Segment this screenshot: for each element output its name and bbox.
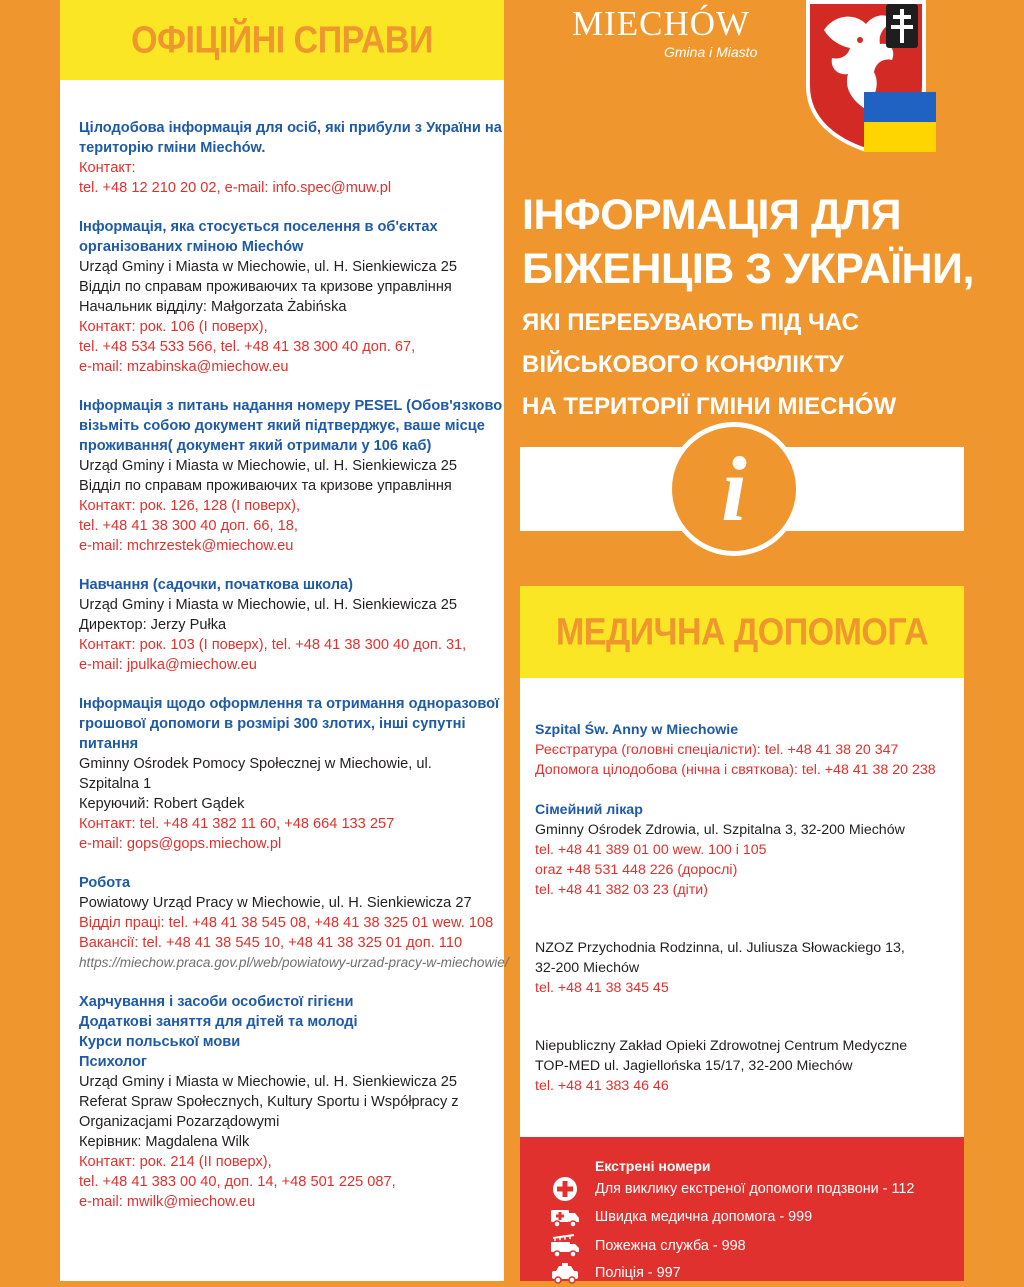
official-affairs-title: ОФІЦІЙНІ СПРАВИ [131,18,433,61]
official-title-line: Навчання (садочки, початкова школа) [79,577,353,593]
official-text-line: Директор: Jerzy Pułka [79,617,227,633]
official-title-line: Інформація з питань надання номеру PESEL (Обов'язково [79,398,503,414]
medical-help-header [520,586,964,678]
headline-line-3: ЯКІ ПЕРЕБУВАЮТЬ ПІД ЧАС [522,309,859,336]
official-block [79,575,504,675]
official-title-line: організованих гміною Miechów [79,239,304,255]
medical-text-line: 32-200 Miechów [535,960,640,976]
emergency-112-text: Для виклику екстреної допомоги подзвони - 112 [595,1181,915,1197]
official-title-line: Харчування і засоби особистої гігієни [79,994,354,1010]
official-title-line: питання [79,736,139,752]
miechow-logo [572,4,792,64]
medical-contact-line: tel. +48 41 383 46 46 [535,1078,669,1094]
coat-of-arms-icon [804,0,940,156]
official-contact-line: Контакт: рок. 214 (II поверх), [79,1154,272,1170]
emergency-999-text: Швидка медична допомога - 999 [595,1209,813,1225]
official-title-line: Робота [79,875,131,891]
official-block [79,118,504,198]
headline-line-4: ВІЙСЬКОВОГО КОНФЛІКТУ [522,351,844,378]
official-link-line[interactable]: https://miechow.praca.gov.pl/web/powiatowy-urzad-pracy-w-miechowie/ [79,955,509,970]
medical-block [535,800,964,900]
medical-contact-line: tel. +48 41 389 01 00 wew. 100 i 105 [535,842,767,858]
emergency-row-112 [550,1175,914,1203]
emergency-numbers-panel [520,1137,964,1281]
official-contact-line: tel. +48 12 210 20 02, e-mail: info.spec@muw.pl [79,180,392,196]
medical-title-line: Сімейний лікар [535,802,643,818]
official-affairs-header [60,0,504,80]
emergency-row-997 [550,1259,681,1287]
emergency-row-998 [550,1232,746,1260]
official-text-line: Керівник: Magdalena Wilk [79,1134,250,1150]
official-block [79,873,509,973]
official-contact-line: e-mail: mwilk@miechow.eu [79,1194,256,1210]
info-symbol: i [721,438,747,540]
fire-truck-icon [550,1234,580,1258]
official-text-line: Urząd Gminy i Miasta w Miechowie, ul. H. Sienkiewicza 25 [79,259,457,275]
medical-cross-icon [550,1177,580,1201]
official-contact-line: Контакт: [79,160,136,176]
headline-line-5: НА ТЕРИТОРІЇ ГМІНИ MIECHÓW [522,393,897,420]
official-contact-line: e-mail: gops@gops.miechow.pl [79,836,282,852]
official-text-line: Urząd Gminy i Miasta w Miechowie, ul. H. Sienkiewicza 25 [79,1074,457,1090]
emergency-997-text: Поліція - 997 [595,1265,681,1281]
headline [522,188,974,428]
official-affairs-panel [60,0,509,1281]
official-contact-line: Контакт: рок. 126, 128 (I поверх), [79,498,301,514]
official-block [79,396,504,556]
police-car-icon [550,1261,580,1285]
official-contact-line: e-mail: jpulka@miechow.eu [79,657,257,673]
official-contact-line: Контакт: tel. +48 41 382 11 60, +48 664 133 257 [79,816,395,832]
medical-text-line: TOP-MED ul. Jagiellońska 15/17, 32-200 Miechów [535,1058,853,1074]
official-text-line: Organizacjami Pozarządowymi [79,1114,280,1130]
medical-title-line: Szpital Św. Anny w Miechowie [535,722,739,738]
logo-subtitle: Gmina i Miasto [664,44,758,60]
medical-text-line: Niepubliczny Zakład Opieki Zdrowotnej Centrum Medyczne [535,1038,908,1054]
official-text-line: Urząd Gminy i Miasta w Miechowie, ul. H. Sienkiewicza 25 [79,597,457,613]
headline-line-2: БІЖЕНЦІВ З УКРАЇНИ, [522,245,974,293]
official-block [79,217,504,377]
medical-block [535,720,964,780]
official-title-line: Інформація щодо оформлення та отримання одноразової [79,696,500,712]
ambulance-icon [550,1205,580,1229]
official-title-line: грошової допомоги в розмірі 300 злотих, інші супутні [79,716,466,732]
medical-help-list [520,678,964,1096]
double-cross-shield [886,4,918,48]
official-contact-line: tel. +48 534 533 566, tel. +48 41 38 300 40 доп. 67, [79,339,416,355]
medical-text-line: NZOZ Przychodnia Rodzinna, ul. Juliusza Słowackiego 13, [535,940,905,956]
official-contact-line: e-mail: mzabinska@miechow.eu [79,359,289,375]
official-contact-line: Контакт: рок. 106 (I поверх), [79,319,268,335]
official-contact-line: e-mail: mchrzestek@miechow.eu [79,538,294,554]
official-text-line: Urząd Gminy i Miasta w Miechowie, ul. H. Sienkiewicza 25 [79,458,457,474]
official-text-line: Начальник відділу: Małgorzata Żabińska [79,299,347,315]
emergency-998-text: Пожежна служба - 998 [595,1238,746,1254]
official-contact-line: tel. +48 41 38 300 40 доп. 66, 18, [79,518,298,534]
official-title-line: Цілодобова інформація для осіб, які прибули з України на [79,120,502,136]
official-text-line: Szpitalna 1 [79,776,152,792]
official-title-line: територію гміни Miechów. [79,140,266,156]
medical-contact-line: Реєстратура (головні спеціалісти): tel. +48 41 38 20 347 [535,742,899,758]
official-contact-line: Відділ праці: tel. +48 41 38 545 08, +48 41 38 325 01 wew. 108 [79,915,494,931]
official-contact-line: tel. +48 41 383 00 40, доп. 14, +48 501 225 087, [79,1174,396,1190]
official-text-line: Referat Spraw Społecznych, Kultury Sportu i Współpracy z [79,1094,459,1110]
official-block [79,992,504,1212]
official-text-line: Керуючий: Robert Gądek [79,796,245,812]
official-title-line: проживання( документ який отримали у 106 каб) [79,438,432,454]
info-icon [667,422,801,556]
official-title-line: Психолог [79,1054,147,1070]
official-contact-line: Вакансії: tel. +48 41 38 545 10, +48 41 38 325 01 доп. 110 [79,935,463,951]
medical-contact-line: tel. +48 41 382 03 23 (діти) [535,882,708,898]
headline-line-1: ІНФОРМАЦІЯ ДЛЯ [522,191,902,239]
emergency-row-999 [550,1203,812,1231]
medical-block [535,938,964,998]
medical-block [535,1036,964,1096]
official-affairs-list [60,80,509,1212]
official-text-line: Відділ по справам проживаючих та кризове управління [79,478,452,494]
official-text-line: Відділ по справам проживаючих та кризове управління [79,279,452,295]
official-title-line: Інформація, яка стосується поселення в об'єктах [79,219,438,235]
medical-text-line: Gminny Ośrodek Zdrowia, ul. Szpitalna 3, 32-200 Miechów [535,822,905,838]
emergency-title: Екстрені номери [595,1158,711,1174]
official-contact-line: Контакт: рок. 103 (I поверх), tel. +48 41 38 300 40 доп. 31, [79,637,467,653]
official-title-line: Додаткові заняття для дітей та молоді [79,1014,358,1030]
official-text-line: Gminny Ośrodek Pomocy Społecznej w Miechowie, ul. [79,756,432,772]
medical-contact-line: Допомога цілодобова (нічна і святкова): tel. +48 41 38 20 238 [535,762,936,778]
medical-help-title: МЕДИЧНА ДОПОМОГА [555,610,929,653]
logo-name: MIECHÓW [572,4,751,43]
official-text-line: Powiatowy Urząd Pracy w Miechowie, ul. H. Sienkiewicza 27 [79,895,472,911]
medical-contact-line: oraz +48 531 448 226 (дорослі) [535,862,738,878]
official-title-line: візьміть собою документ який підтверджує, ваше місце [79,418,485,434]
official-title-line: Курси польської мови [79,1034,241,1050]
medical-contact-line: tel. +48 41 38 345 45 [535,980,669,996]
official-block [79,694,504,854]
